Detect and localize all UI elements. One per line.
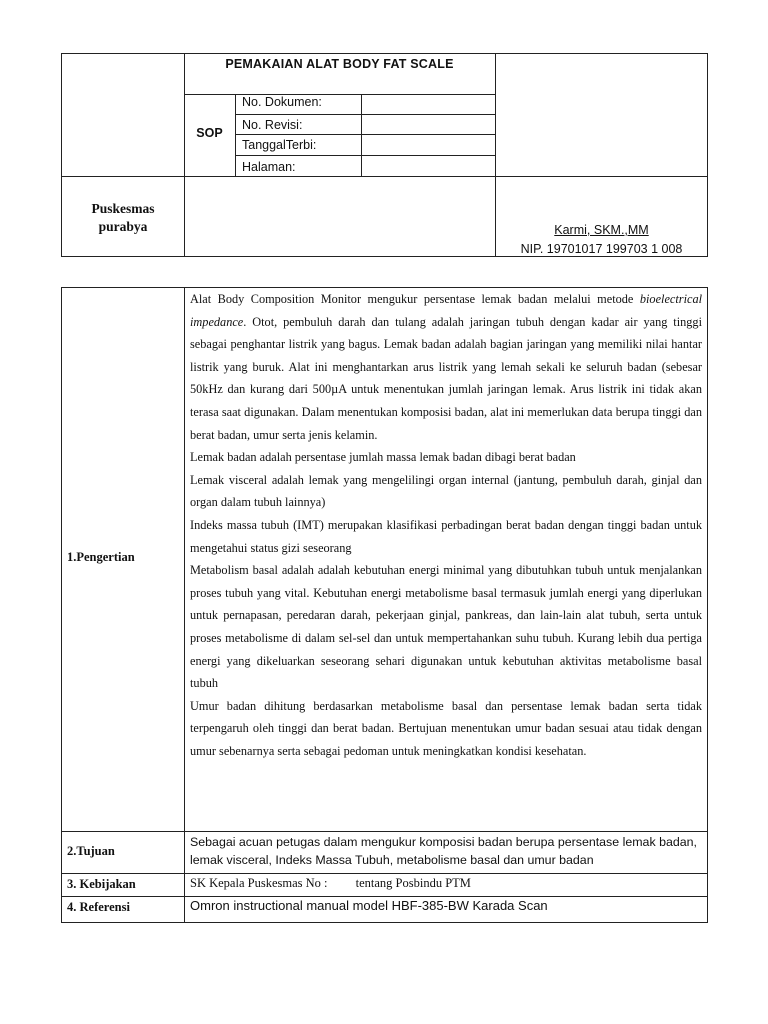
divider — [235, 155, 495, 156]
pengertian-p1-start: Alat Body Composition Monitor mengukur persentase lemak badan melalui metode — [190, 292, 634, 306]
signer-nip: NIP. 19701017 199703 1 008 — [520, 242, 683, 256]
field-halaman: Halaman: — [242, 160, 296, 174]
pengertian-paragraph-6: Umur badan dihitung berdasarkan metabolisme basal dan persentase lemak badan serta tidak terpengaruh oleh tinggi dan berat badan. Bertujuan menentukan umur badan sesuai atau tidak dengan umur sebenarnya serta sebagai pedoman untuk meningkatkan kondisi kesehatan. — [190, 698, 702, 758]
pengertian-paragraph-4: Indeks massa tubuh (IMT) merupakan klasifikasi perbadingan berat badan dengan tinggi badan untuk mengetahui status gizi seseorang — [190, 517, 702, 555]
divider — [235, 114, 495, 115]
section-label-kebijakan: 3. Kebijakan — [67, 877, 136, 891]
pengertian-paragraph-3: Lemak visceral adalah lemak yang mengelilingi organ internal (jantung, pembuluh darah, ginjal dan organ dalam tubuh lainnya) — [190, 472, 702, 510]
pengertian-p1-end: . Otot, pembuluh darah dan tulang adalah jaringan tubuh dengan kadar air yang tinggi sebagai penghantar listrik yang bagus. Lemak badan adalah bagian jaringan yang memiliki nilai hantar listrik yang buruk. Alat ini menghantarkan arus listrik yang lemah sekali ke seluruh badan (sebesar 50kHz dan kurang dari 500µA untuk menentukan jumlah jaringan lemak. Arus listrik ini tidak akan terasa saat digunakan. Dalam menentukan komposisi badan, alat ini memerlukan data berupa tinggi dan berat badan, umur serta jenis kelamin. — [190, 314, 702, 442]
divider — [184, 288, 185, 923]
field-tanggal-terbit: TanggalTerbi: — [242, 138, 317, 152]
kebijakan-text: SK Kepala Puskesmas No : tentang Posbindu PTM — [190, 876, 471, 890]
signer-name: Karmi, SKM.,MM — [554, 223, 649, 237]
pengertian-text — [190, 288, 702, 762]
field-no-revisi: No. Revisi: — [242, 118, 303, 132]
pengertian-paragraph-5: Metabolism basal adalah adalah kebutuhan energi minimal yang dibutuhkan tubuh untuk menjalankan proses tubuh yang vital. Kebutuhan energi metabolisme basal termasuk jumlah energi yang diperlukan untuk pernapasan, peredaran darah, pekerjaan ginjal, pankreas, dan lain-lain alat tubuh, serta untuk proses metabolisme di dalam sel-sel dan untuk mempertahankan suhu tubuh. Kurang lebih dua pertiga energi yang dikeluarkan seseorang sehari digunakan untuk kebutuhan aktivitas metabolisme basal tubuh — [190, 563, 702, 691]
section-label-referensi: 4. Referensi — [67, 900, 130, 914]
pengertian-paragraph-1 — [190, 288, 702, 446]
divider — [184, 94, 495, 95]
divider — [62, 896, 708, 897]
divider — [235, 134, 495, 135]
divider — [235, 94, 236, 176]
referensi-text: Omron instructional manual model HBF-385-BW Karada Scan — [190, 898, 548, 913]
sop-label: SOP — [196, 126, 223, 140]
section-label-pengertian: 1.Pengertian — [67, 550, 135, 564]
divider — [62, 873, 708, 874]
field-no-dokumen: No. Dokumen: — [242, 95, 322, 109]
pengertian-p1-italic: bioelectrical impedance — [190, 292, 703, 329]
section-label-tujuan: 2.Tujuan — [67, 844, 115, 858]
pengertian-paragraph-2: Lemak badan adalah persentase jumlah massa lemak badan dibagi berat badan — [190, 450, 576, 465]
document-title: PEMAKAIAN ALAT BODY FAT SCALE — [225, 57, 454, 71]
sop-header-table — [61, 53, 708, 257]
divider — [184, 54, 185, 257]
sop-content-table — [61, 287, 708, 923]
divider — [62, 176, 708, 177]
org-name-line1: Puskesmas — [91, 201, 155, 216]
tujuan-text: Sebagai acuan petugas dalam mengukur komposisi badan berupa persentase lemak badan, lemak visceral, Indeks Massa Tubuh, metabolisme basal dan umur badan — [190, 835, 697, 867]
divider — [361, 94, 362, 176]
divider — [62, 831, 708, 832]
org-name-line2: purabya — [98, 219, 148, 234]
